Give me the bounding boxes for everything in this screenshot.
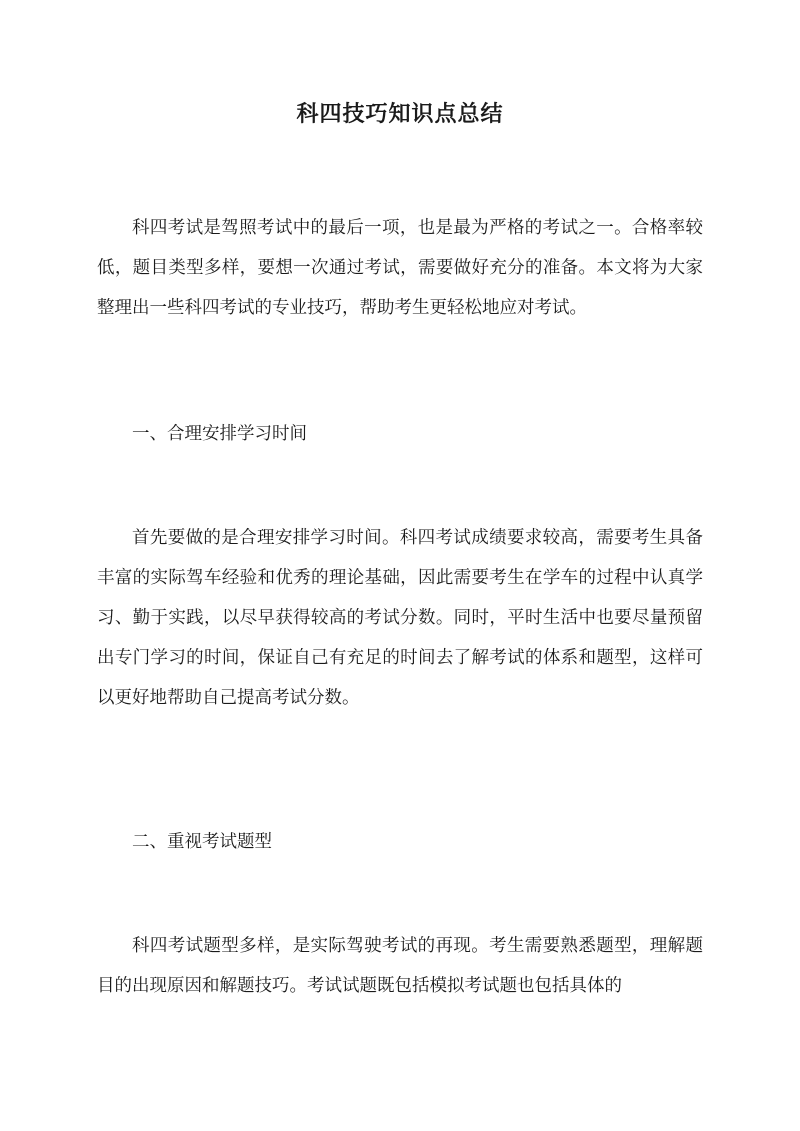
intro-paragraph: 科四考试是驾照考试中的最后一项，也是最为严格的考试之一。合格率较低，题目类型多样，要想一次通过考试，需要做好充分的准备。本文将为大家整理出一些科四考试的专业技巧，帮助考生更轻松地应对考试。 — [97, 218, 703, 318]
section-heading-2: 二、重视考试题型 — [132, 832, 272, 852]
document-title: 科四技巧知识点总结 — [296, 101, 504, 127]
section-body-2: 科四考试题型多样，是实际驾驶考试的再现。考生需要熟悉题型，理解题目的出现原因和解题技巧。考试试题既包括模拟考试题也包括具体的 — [97, 936, 703, 996]
section-heading-1: 一、合理安排学习时间 — [132, 424, 307, 444]
section-body-1: 首先要做的是合理安排学习时间。科四考试成绩要求较高，需要考生具备丰富的实际驾车经验和优秀的理论基础，因此需要考生在学车的过程中认真学习、勤于实践，以尽早获得较高的考试分数。同时，平时生活中也要尽量预留出专门学习的时间，保证自己有充足的时间去了解考试的体系和题型，这样可以更好地帮助自己提高考试分数。 — [97, 528, 703, 708]
